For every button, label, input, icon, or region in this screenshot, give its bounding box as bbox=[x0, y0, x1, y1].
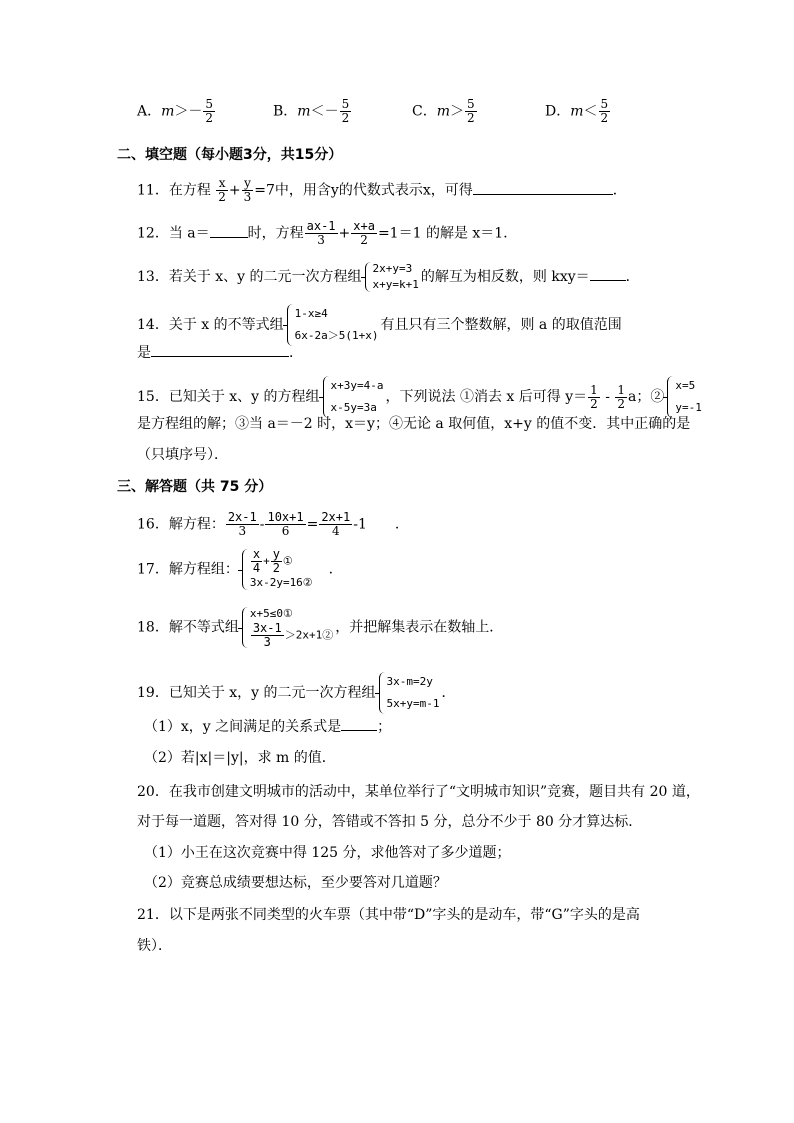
question-21-line2: 铁）． bbox=[137, 938, 172, 954]
question-21: 21．以下是两张不同类型的火车票（其中带“D”字头的是动车，带“G”字头的是高 bbox=[137, 907, 640, 923]
fraction: $\frac{5}{2}$ bbox=[600, 97, 609, 125]
question-19-part1: （1）x，y 之间满足的关系式是 ； bbox=[144, 716, 391, 737]
answer-blank[interactable] bbox=[473, 180, 613, 195]
equation-system: 3x-m=2y 5x+y=m-1 bbox=[378, 671, 440, 715]
question-20-part2: （2）竞赛总成绩要想达标，至少要答对几道题？ bbox=[144, 875, 447, 891]
question-18: 18．解不等式组 x+5≤0① $\frac{3x-1}{3}$ ＞2x+1② ，并把解集表示在数轴上． bbox=[137, 607, 504, 649]
section-heading-fill: 二、填空题（每小题3分，共15分） bbox=[117, 147, 343, 163]
question-15: 15．已知关于 x、y 的方程组 x+3y=4-a x-5y=3a ，下列说法 ①消去 x 后可得 y＝ $\frac{1}{2}$ - $\frac{1}{2}$ a；② x=5 y=-1 bbox=[137, 375, 704, 419]
question-19-part2: （2）若|x|＝|y|，求 m 的值． bbox=[144, 750, 336, 766]
option-a[interactable]: A．m＞－ $\frac{5}{2}$ bbox=[137, 97, 214, 125]
option-b[interactable]: B．m＜－ $\frac{5}{2}$ bbox=[273, 97, 350, 125]
question-14-line2: 是 ． bbox=[137, 342, 303, 363]
answer-blank[interactable] bbox=[590, 266, 626, 281]
option-c[interactable]: C．m＞ $\frac{5}{2}$ bbox=[412, 97, 475, 125]
question-14: 14．关于 x 的不等式组 1-x≥4 6x-2a＞5(1+x) 有且只有三个整数解，则 a 的取值范围 bbox=[137, 303, 622, 347]
answer-blank[interactable] bbox=[151, 342, 289, 357]
question-12: 12．当 a＝ 时，方程 $\frac{ax-1}{3}$ + $\frac{x+a}{2}$ =1＝1 的解是 x＝1． bbox=[137, 219, 518, 247]
fraction: $\frac{5}{2}$ bbox=[341, 97, 350, 125]
option-d[interactable]: D．m＜ $\frac{5}{2}$ bbox=[545, 97, 609, 125]
fraction: $\frac{5}{2}$ bbox=[467, 97, 475, 125]
question-16: 16．解方程： $\frac{2x-1}{3}$ - $\frac{10x+1}{6}$ = $\frac{2x+1}{4}$ -1 . bbox=[137, 510, 400, 538]
equation-system: x+3y=4-a x-5y=3a bbox=[322, 375, 384, 419]
equation-system: $\frac{x}{4}$ + $\frac{y}{2}$ ① 3x-2y=16② bbox=[241, 548, 313, 591]
inequality-system: x+5≤0① $\frac{3x-1}{3}$ ＞2x+1② bbox=[241, 606, 333, 649]
question-15-line3: （只填序号）． bbox=[137, 447, 228, 463]
equation-system: 2x+y=3 x+y=k+1 bbox=[364, 261, 419, 293]
solution-pair: x=5 y=-1 bbox=[666, 375, 702, 419]
question-11: 11．在方程 $\frac{x}{2}$ + $\frac{y}{3}$ =7中，用含y的代数式表示x，可得 ． bbox=[137, 176, 627, 204]
answer-blank[interactable] bbox=[341, 716, 377, 731]
question-19: 19．已知关于 x，y 的二元一次方程组 3x-m=2y 5x+y=m-1 ． bbox=[137, 671, 456, 715]
question-15-line2: 是方程组的解；③当 a＝－2 时，x＝y；④无论 a 取何值，x+y 的值不变．其中正确的是 bbox=[137, 416, 691, 432]
question-20-line2: 对于每一道题，答对得 10 分，答错或不答扣 5 分，总分不少于 80 分才算达标． bbox=[137, 814, 643, 830]
section-heading-solve: 三、解答题（共 75 分） bbox=[117, 479, 273, 495]
fraction: $\frac{5}{2}$ bbox=[205, 97, 214, 125]
answer-blank[interactable] bbox=[210, 223, 248, 238]
question-20: 20．在我市创建文明城市的活动中，某单位举行了“文明城市知识”竞赛，题目共有 20 道， bbox=[137, 784, 700, 800]
question-13: 13．若关于 x、y 的二元一次方程组 2x+y=3 x+y=k+1 的解互为相反数，则 kxy＝ ． bbox=[137, 262, 640, 291]
question-17: 17．解方程组： $\frac{x}{4}$ + $\frac{y}{2}$ ① 3x-2y=16② . bbox=[137, 547, 334, 589]
question-20-part1: （1）小王在这次竞赛中得 125 分，求他答对了多少道题； bbox=[144, 845, 511, 861]
inequality-system: 1-x≥4 6x-2a＞5(1+x) bbox=[286, 303, 379, 347]
